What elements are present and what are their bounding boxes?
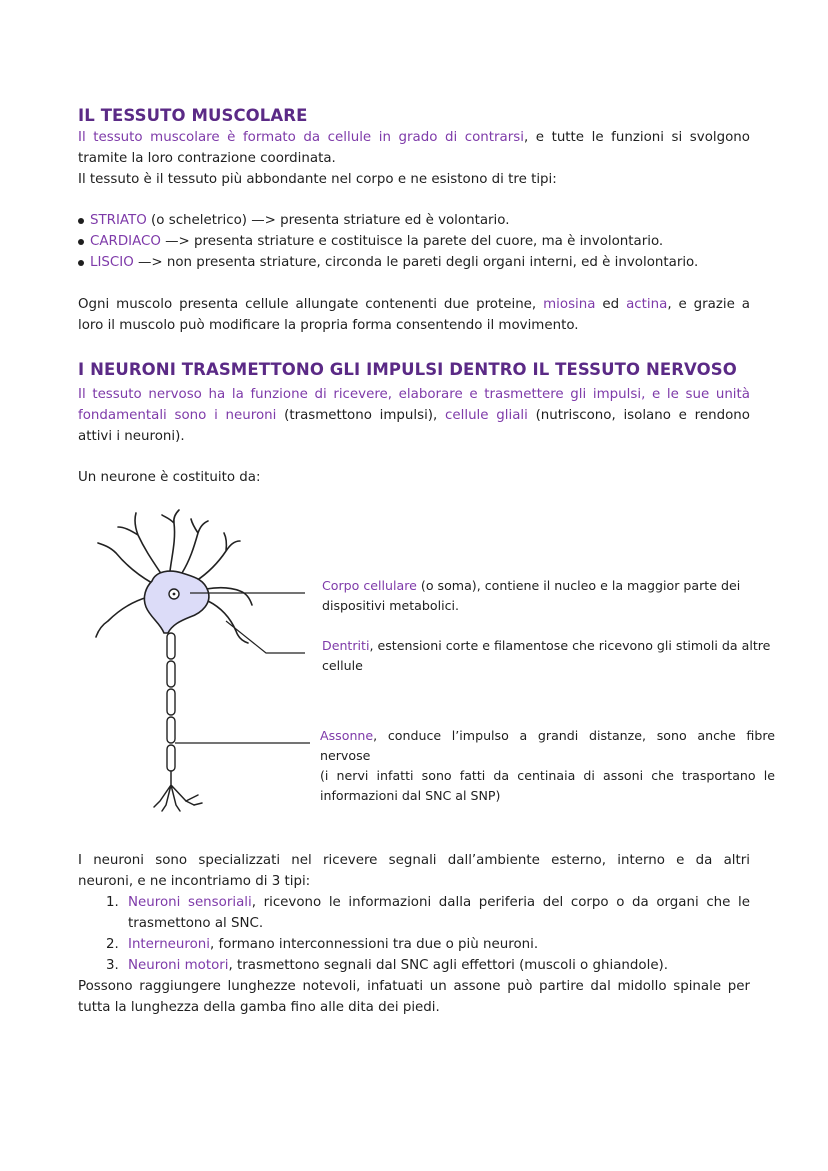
- axon-terminal: [186, 795, 202, 805]
- nervous-intro-line-1: Il tessuto nervoso ha la funzione di ricevere, elaborare e trasmettere gli impulsi, e le sue unità: [78, 387, 750, 402]
- axon-term: Assonne: [320, 728, 374, 743]
- axon-label-line-2: (i nervi infatti sono fatti da centinaia di assoni che trasportano le: [320, 768, 775, 783]
- neuron-type-desc-2: trasmettono al SNC.: [128, 916, 264, 931]
- nervous-intro: [78, 384, 750, 447]
- muscle-proteins: [78, 294, 750, 336]
- neuron-type-line: [128, 892, 750, 913]
- type-name: CARDIACO: [90, 234, 161, 249]
- neuron-types-intro-line-2: neuroni, e ne incontriamo di 3 tipi:: [78, 874, 311, 889]
- soma-desc: (o soma), contiene il nucleo e la maggior parte dei: [416, 578, 741, 593]
- muscle-intro-line-3: Il tessuto è il tessuto più abbondante nel corpo e ne esistono di tre tipi:: [78, 172, 557, 187]
- dendrite-label-line-2: cellule: [322, 658, 363, 673]
- list-number: 3.: [106, 958, 119, 973]
- dendrite-branch: [206, 588, 252, 605]
- myelin-segment: [167, 745, 175, 771]
- dendrite-branch: [96, 597, 148, 637]
- neuron-type-desc: , ricevono le informazioni dalla periferia del corpo o da organi che le: [251, 895, 750, 910]
- myelin-segment: [167, 717, 175, 743]
- soma: [144, 571, 209, 633]
- neuron-types-list: [78, 892, 750, 976]
- proteins-line-2: loro il muscolo può modificare la propria forma consentendo il movimento.: [78, 318, 579, 333]
- dendrite-branch: [98, 543, 152, 583]
- soma-label-line-1: [322, 576, 742, 596]
- type-desc: —> presenta striature e costituisce la parete del cuore, ma è involontario.: [160, 234, 664, 249]
- list-item: [78, 252, 750, 273]
- list-item: [78, 210, 750, 231]
- neuron-type-desc: , formano interconnessioni tra due o più neuroni.: [210, 937, 539, 952]
- protein-myosin: miosina: [543, 297, 596, 312]
- type-name: STRIATO: [90, 213, 147, 228]
- muscle-definition: Il tessuto muscolare è formato da cellule in grado di contrarsi: [78, 130, 524, 145]
- neuron-intro: Un neurone è costituito da:: [78, 470, 261, 485]
- dendrite-desc: , estensioni corte e filamentose che ricevono gli stimoli da altre: [369, 638, 771, 653]
- proteins-and: ed: [595, 297, 627, 312]
- axon-label-line-3: informazioni dal SNC al SNP): [320, 788, 501, 803]
- axon-label: [320, 726, 775, 806]
- proteins-pre: Ogni muscolo presenta cellule allungate contenenti due proteine,: [78, 297, 544, 312]
- type-desc: —> non presenta striature, circonda le pareti degli organi interni, ed è involontario.: [133, 255, 699, 270]
- dendrite-branch: [118, 513, 162, 575]
- muscle-intro-line-2: tramite la loro contrazione coordinata.: [78, 151, 336, 166]
- list-number: 1.: [106, 895, 119, 910]
- neurons-desc: (trasmettono impulsi),: [276, 408, 446, 423]
- section-title-muscle: IL TESSUTO MUSCOLARE: [78, 106, 308, 125]
- neuron-types-intro: [78, 850, 750, 892]
- axon-label-line-1: [320, 726, 775, 766]
- dendrite-term: Dentriti: [322, 638, 370, 653]
- dendrite-branch: [196, 533, 240, 581]
- soma-label: [322, 576, 742, 616]
- dendrite-branch: [162, 510, 179, 571]
- nervous-intro-line-2: [78, 405, 750, 426]
- closing-line-2: tutta la lunghezza della gamba fino alle dita dei piedi.: [78, 1000, 440, 1015]
- proteins-line-1: [78, 294, 750, 315]
- muscle-intro-line-1: [78, 127, 750, 148]
- muscle-intro-rest: , e tutte le funzioni si svolgono: [523, 130, 750, 145]
- neurons-term: fondamentali sono i neuroni: [78, 408, 277, 423]
- type-desc: (o scheletrico) —> presenta striature ed è volontario.: [146, 213, 510, 228]
- myelin-segment: [167, 689, 175, 715]
- glia-desc: (nutriscono, isolano e rendono: [527, 408, 750, 423]
- glia-term: cellule gliali: [445, 408, 528, 423]
- myelin-segment: [167, 633, 175, 659]
- muscle-types: [78, 210, 750, 273]
- section-title-neurons: I NEURONI TRASMETTONO GLI IMPULSI DENTRO IL TESSUTO NERVOSO: [78, 360, 737, 379]
- proteins-post: , e grazie a: [667, 297, 751, 312]
- dendrite-branch: [182, 519, 208, 573]
- protein-actin: actina: [626, 297, 668, 312]
- myelin-segment: [167, 661, 175, 687]
- soma-label-line-2: dispositivi metabolici.: [322, 598, 460, 613]
- type-name: LISCIO: [90, 255, 134, 270]
- list-item: [78, 231, 750, 252]
- muscle-intro: [78, 127, 750, 190]
- neuron-type-name: Neuroni sensoriali: [128, 895, 252, 910]
- dendrite-leader-line: [226, 621, 305, 653]
- dendrite-label-line-1: [322, 636, 772, 656]
- nucleolus: [173, 593, 176, 596]
- list-item: [78, 955, 750, 976]
- closing-line-1: Possono raggiungere lunghezze notevoli, infatuati un assone può partire dal midollo spinale per: [78, 979, 750, 994]
- nervous-intro-line-3: attivi i neuroni).: [78, 429, 185, 444]
- neuron-type-desc: , trasmettono segnali dal SNC agli effettori (muscoli o ghiandole).: [228, 958, 669, 973]
- list-number: 2.: [106, 937, 119, 952]
- neuron-diagram: [90, 505, 310, 815]
- dendrite-label: [322, 636, 772, 676]
- axon-terminal: [154, 771, 194, 811]
- axon-desc: , conduce l’impulso a grandi distanze, sono anche fibre nervose: [320, 728, 775, 763]
- closing-paragraph: [78, 976, 750, 1018]
- soma-term: Corpo cellulare: [322, 578, 417, 593]
- list-item: [78, 892, 750, 934]
- list-item: [78, 934, 750, 955]
- neuron-type-name: Interneuroni: [128, 937, 211, 952]
- neuron-types-intro-line-1: I neuroni sono specializzati nel ricevere segnali dall’ambiente esterno, interno e da altri: [78, 853, 750, 868]
- neuron-type-name: Neuroni motori: [128, 958, 229, 973]
